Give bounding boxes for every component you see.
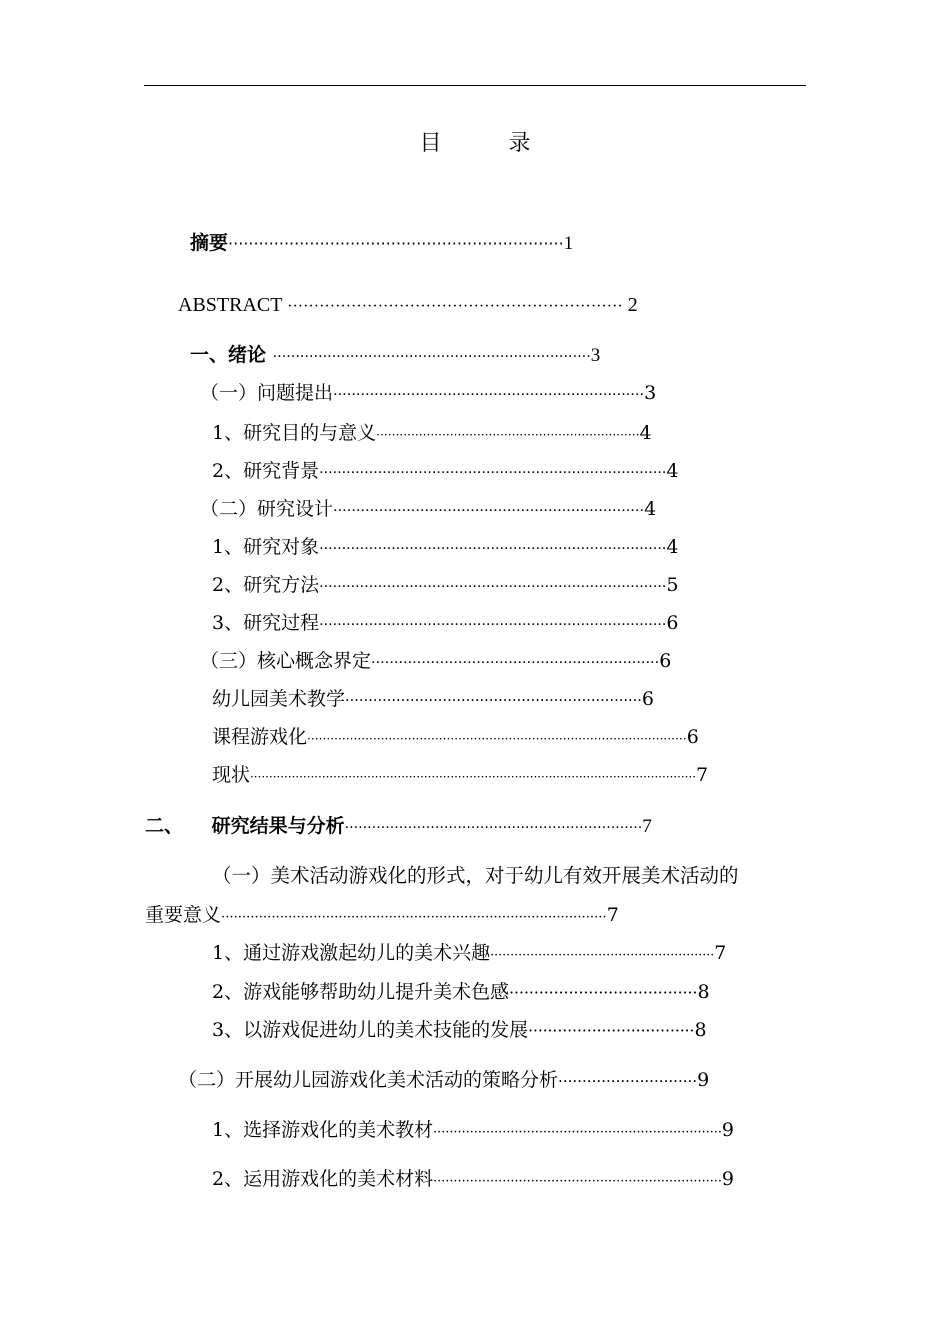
toc-entry-1-2[interactable]: （二）研究设计····································································4	[200, 498, 657, 520]
page-title: 目 录	[419, 131, 561, 156]
toc-entry-1-3-a[interactable]: 幼儿园美术教学································································6	[212, 688, 655, 710]
toc-entry-1-2-2[interactable]: 2、研究方法·············································································5	[212, 574, 679, 596]
toc-entry-2-1-line1[interactable]: （一）美术活动游戏化的形式，对于幼儿有效开展美术活动的	[212, 864, 739, 887]
toc-entry-2-1-2[interactable]: 2、游戏能够帮助幼儿提升美术色感······································8	[212, 981, 710, 1003]
header-rule	[144, 85, 806, 86]
toc-entry-chapter-1[interactable]: 一、绪论 ······································································3	[190, 344, 601, 366]
toc-entry-2-2-1[interactable]: 1、选择游戏化的美术教材·······································································9	[212, 1119, 734, 1141]
toc-entry-2-1-3[interactable]: 3、以游戏促进幼儿的美术技能的发展··································8	[212, 1019, 707, 1041]
toc-entry-1-3-b[interactable]: 课程游戏化··································································································6	[212, 726, 699, 748]
toc-entry-abstract-en[interactable]: ABSTRACT ······························································· 2	[178, 294, 638, 316]
toc-entry-2-1-line2[interactable]: 重要意义····························································································7	[145, 904, 619, 926]
toc-entry-abstract-cn[interactable]: 摘要··································································1	[190, 232, 574, 254]
toc-entry-2-2[interactable]: （二）开展幼儿园游戏化美术活动的策略分析·····························9	[178, 1069, 710, 1091]
toc-entry-1-1-1[interactable]: 1、研究目的与意义····································································4	[212, 422, 652, 444]
toc-entry-1-1-2[interactable]: 2、研究背景·············································································4	[212, 460, 679, 482]
toc-entry-2-2-2[interactable]: 2、运用游戏化的美术材料·······································································9	[212, 1168, 734, 1190]
toc-entry-1-2-1[interactable]: 1、研究对象·············································································4	[212, 536, 679, 558]
toc-entry-2-1-1[interactable]: 1、通过游戏激起幼儿的美术兴趣························································7	[212, 942, 727, 964]
toc-entry-1-2-3[interactable]: 3、研究过程·············································································6	[212, 612, 679, 634]
toc-entry-chapter-2[interactable]: 二、 研究结果与分析··································································7	[145, 815, 652, 837]
toc-entry-1-3-c[interactable]: 现状······················································································································7	[212, 764, 709, 786]
toc-entry-1-1[interactable]: （一）问题提出····································································3	[200, 382, 657, 404]
toc-entry-1-3[interactable]: （三）核心概念界定·······························································6	[200, 650, 672, 672]
